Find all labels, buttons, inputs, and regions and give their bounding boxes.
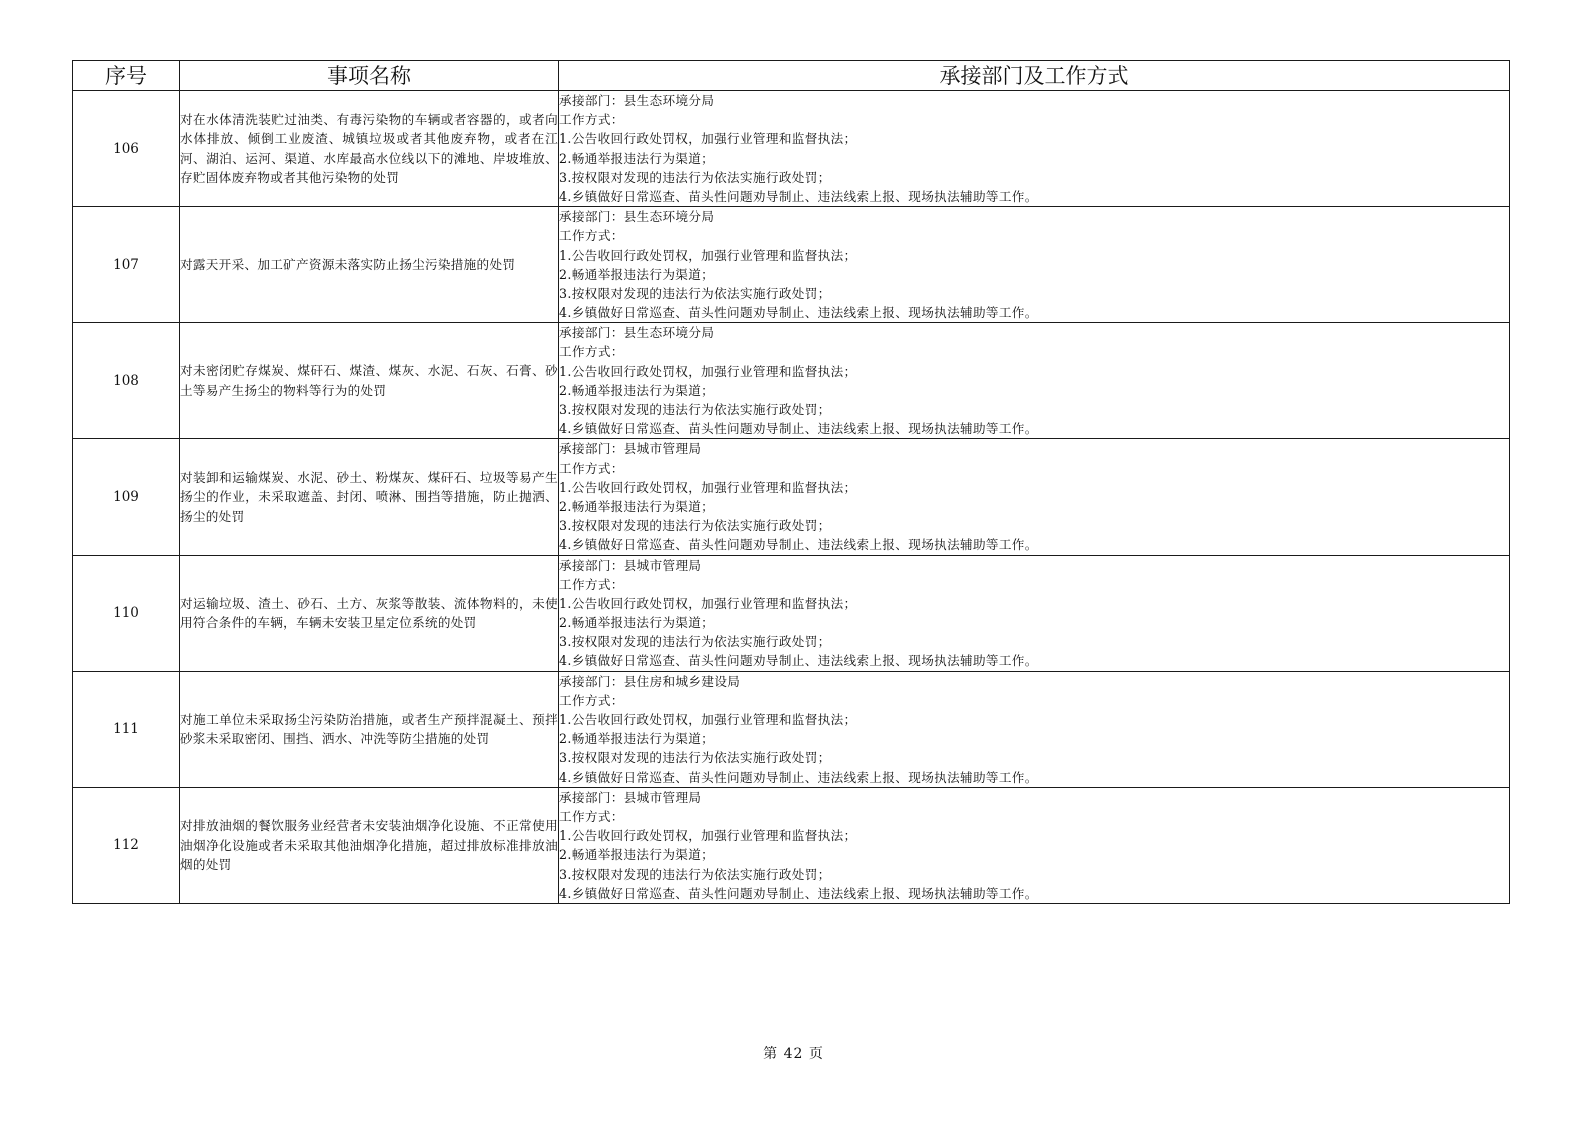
method-step: 1.公告收回行政处罚权，加强行业管理和监督执法； (559, 595, 857, 611)
table-header-row (73, 61, 1510, 91)
department-line: 承接部门：县城市管理局 (559, 557, 702, 573)
department-method-cell (559, 439, 1510, 555)
method-heading: 工作方式： (559, 228, 624, 244)
table-row (73, 671, 1510, 787)
method-step: 1.公告收回行政处罚权，加强行业管理和监督执法； (559, 363, 857, 379)
table-row (73, 787, 1510, 903)
method-step: 2.畅通举报违法行为渠道； (559, 615, 715, 631)
serial-number-cell: 109 (73, 439, 180, 555)
table-row (73, 91, 1510, 207)
department-line: 承接部门：县生态环境分局 (559, 93, 715, 108)
item-name-cell: 对未密闭贮存煤炭、煤矸石、煤渣、煤灰、水泥、石灰、石膏、砂土等易产生扬尘的物料等行为的处罚 (180, 323, 559, 439)
method-heading: 工作方式： (559, 112, 624, 128)
item-name-cell: 对在水体清洗装贮过油类、有毒污染物的车辆或者容器的，或者向水体排放、倾倒工业废渣、城镇垃圾或者其他废弃物，或者在江河、湖泊、运河、渠道、水库最高水位线以下的滩地、岸坡堆放、存贮固体废弃物或者其他污染物的处罚 (180, 91, 559, 207)
method-heading: 工作方式： (559, 576, 624, 592)
serial-number-cell: 111 (73, 671, 180, 787)
department-method-cell (559, 91, 1510, 207)
method-step: 4.乡镇做好日常巡查、苗头性问题劝导制止、违法线索上报、现场执法辅助等工作。 (559, 305, 1038, 321)
method-step: 3.按权限对发现的违法行为依法实施行政处罚； (559, 285, 831, 301)
method-step: 4.乡镇做好日常巡查、苗头性问题劝导制止、违法线索上报、现场执法辅助等工作。 (559, 421, 1038, 437)
method-heading: 工作方式： (559, 692, 624, 708)
department-line: 承接部门：县城市管理局 (559, 441, 702, 457)
method-step: 3.按权限对发现的违法行为依法实施行政处罚； (559, 634, 831, 650)
method-step: 4.乡镇做好日常巡查、苗头性问题劝导制止、违法线索上报、现场执法辅助等工作。 (559, 885, 1038, 901)
serial-number-cell: 107 (73, 207, 180, 323)
method-step: 2.畅通举报违法行为渠道； (559, 150, 715, 166)
header-item-name: 事项名称 (180, 61, 559, 91)
method-step: 1.公告收回行政处罚权，加强行业管理和监督执法； (559, 712, 857, 727)
item-name-cell: 对露天开采、加工矿产资源未落实防止扬尘污染措施的处罚 (180, 207, 559, 323)
method-heading: 工作方式： (559, 344, 624, 360)
department-method-cell (559, 671, 1510, 787)
method-step: 1.公告收回行政处罚权，加强行业管理和监督执法； (559, 131, 857, 147)
method-step: 1.公告收回行政处罚权，加强行业管理和监督执法； (559, 828, 857, 844)
item-name-cell: 对排放油烟的餐饮服务业经营者未安装油烟净化设施、不正常使用油烟净化设施或者未采取其他油烟净化措施，超过排放标准排放油烟的处罚 (180, 787, 559, 903)
method-step: 4.乡镇做好日常巡查、苗头性问题劝导制止、违法线索上报、现场执法辅助等工作。 (559, 537, 1038, 553)
table-row (73, 207, 1510, 323)
method-step: 2.畅通举报违法行为渠道； (559, 731, 715, 747)
method-step: 4.乡镇做好日常巡查、苗头性问题劝导制止、违法线索上报、现场执法辅助等工作。 (559, 653, 1038, 669)
page-number: 第 42 页 (763, 1046, 824, 1062)
table-row (73, 555, 1510, 671)
method-step: 3.按权限对发现的违法行为依法实施行政处罚； (559, 402, 831, 417)
method-step: 3.按权限对发现的违法行为依法实施行政处罚； (559, 518, 831, 534)
method-heading: 工作方式： (559, 808, 624, 824)
table-row (73, 439, 1510, 555)
method-step: 3.按权限对发现的违法行为依法实施行政处罚； (559, 169, 831, 185)
method-step: 4.乡镇做好日常巡查、苗头性问题劝导制止、违法线索上报、现场执法辅助等工作。 (559, 188, 1038, 204)
method-step: 1.公告收回行政处罚权，加强行业管理和监督执法； (559, 479, 857, 495)
method-step: 3.按权限对发现的违法行为依法实施行政处罚； (559, 750, 831, 766)
department-line: 承接部门：县住房和城乡建设局 (559, 673, 741, 689)
method-step: 2.畅通举报违法行为渠道； (559, 266, 715, 282)
department-method-cell (559, 323, 1510, 439)
item-name-cell: 对装卸和运输煤炭、水泥、砂土、粉煤灰、煤矸石、垃圾等易产生扬尘的作业，未采取遮盖、封闭、喷淋、围挡等措施，防止抛洒、扬尘的处罚 (180, 439, 559, 555)
department-method-cell (559, 207, 1510, 323)
serial-number-cell: 108 (73, 323, 180, 439)
table-row (73, 323, 1510, 439)
department-line: 承接部门：县生态环境分局 (559, 209, 715, 225)
department-line: 承接部门：县生态环境分局 (559, 325, 715, 341)
method-step: 2.畅通举报违法行为渠道； (559, 382, 715, 398)
method-step: 3.按权限对发现的违法行为依法实施行政处罚； (559, 866, 831, 882)
item-name-cell: 对运输垃圾、渣土、砂石、土方、灰浆等散装、流体物料的，未使用符合条件的车辆，车辆未安装卫星定位系统的处罚 (180, 555, 559, 671)
header-serial-number: 序号 (73, 61, 180, 91)
item-name-cell: 对施工单位未采取扬尘污染防治措施，或者生产预拌混凝土、预拌砂浆未采取密闭、围挡、洒水、冲洗等防尘措施的处罚 (180, 671, 559, 787)
method-step: 4.乡镇做好日常巡查、苗头性问题劝导制止、违法线索上报、现场执法辅助等工作。 (559, 769, 1038, 785)
matters-table (72, 60, 1510, 904)
method-heading: 工作方式： (559, 460, 624, 476)
department-method-cell (559, 787, 1510, 903)
department-method-cell (559, 555, 1510, 671)
method-step: 1.公告收回行政处罚权，加强行业管理和监督执法； (559, 247, 857, 263)
serial-number-cell: 106 (73, 91, 180, 207)
serial-number-cell: 110 (73, 555, 180, 671)
header-department-and-method: 承接部门及工作方式 (559, 61, 1510, 91)
serial-number-cell: 112 (73, 787, 180, 903)
method-step: 2.畅通举报违法行为渠道； (559, 498, 715, 514)
department-line: 承接部门：县城市管理局 (559, 789, 702, 805)
method-step: 2.畅通举报违法行为渠道； (559, 847, 715, 863)
